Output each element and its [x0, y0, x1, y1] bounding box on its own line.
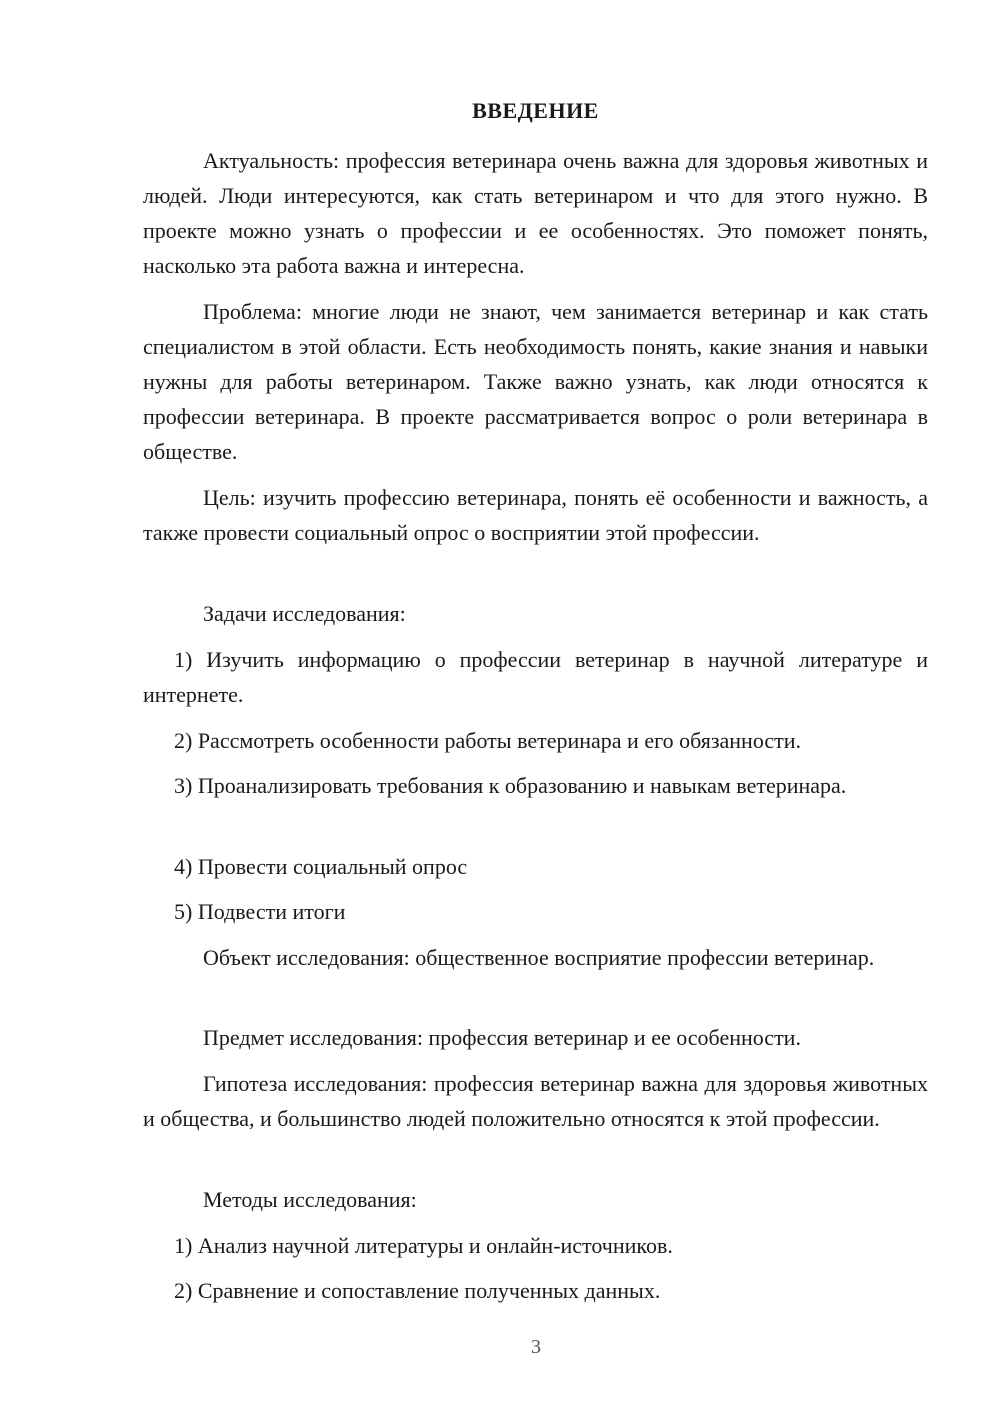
problem-paragraph: Проблема: многие люди не знают, чем занимается ветеринар и как стать специалистом в этой области. Есть необходимость понять, какие знания и навыки нужны для работы ветеринаром. Также важно узнать, как люди относятся к профессии ветеринара. В проекте рассматривается вопрос о роли ветеринара в обществе. — [143, 299, 928, 464]
object-paragraph: Объект исследования: общественное восприятие профессии ветеринар. — [203, 945, 875, 970]
task-item-2: 2) Рассмотреть особенности работы ветеринара и его обязанности. — [174, 728, 802, 753]
relevance-paragraph: Актуальность: профессия ветеринара очень важна для здоровья животных и людей. Люди интересуются, как стать ветеринаром и что для этого нужно. В проекте можно узнать о профессии и ее особенностях. Это поможет понять, насколько эта работа важна и интересна. — [143, 148, 928, 278]
page-number: 3 — [531, 1336, 541, 1358]
task-item-4: 4) Провести социальный опрос — [174, 854, 468, 879]
goal-paragraph: Цель: изучить профессию ветеринара, понять её особенности и важность, а также провести социальный опрос о восприятии этой профессии. — [143, 485, 928, 545]
subject-paragraph: Предмет исследования: профессия ветеринар и ее особенности. — [203, 1025, 801, 1050]
task-item-1: 1) Изучить информацию о профессии ветеринар в научной литературе и интернете. — [143, 647, 928, 707]
method-item-2: 2) Сравнение и сопоставление полученных данных. — [174, 1278, 661, 1303]
hypothesis-paragraph: Гипотеза исследования: профессия ветеринар важна для здоровья животных и общества, и большинство людей положительно относятся к этой профессии. — [143, 1071, 928, 1131]
method-item-1: 1) Анализ научной литературы и онлайн-источников. — [174, 1233, 673, 1258]
task-item-5: 5) Подвести итоги — [174, 899, 346, 924]
section-heading: ВВЕДЕНИЕ — [472, 98, 599, 123]
tasks-title: Задачи исследования: — [203, 601, 406, 626]
task-item-3: 3) Проанализировать требования к образованию и навыкам ветеринара. — [174, 773, 847, 798]
methods-title: Методы исследования: — [203, 1187, 417, 1212]
